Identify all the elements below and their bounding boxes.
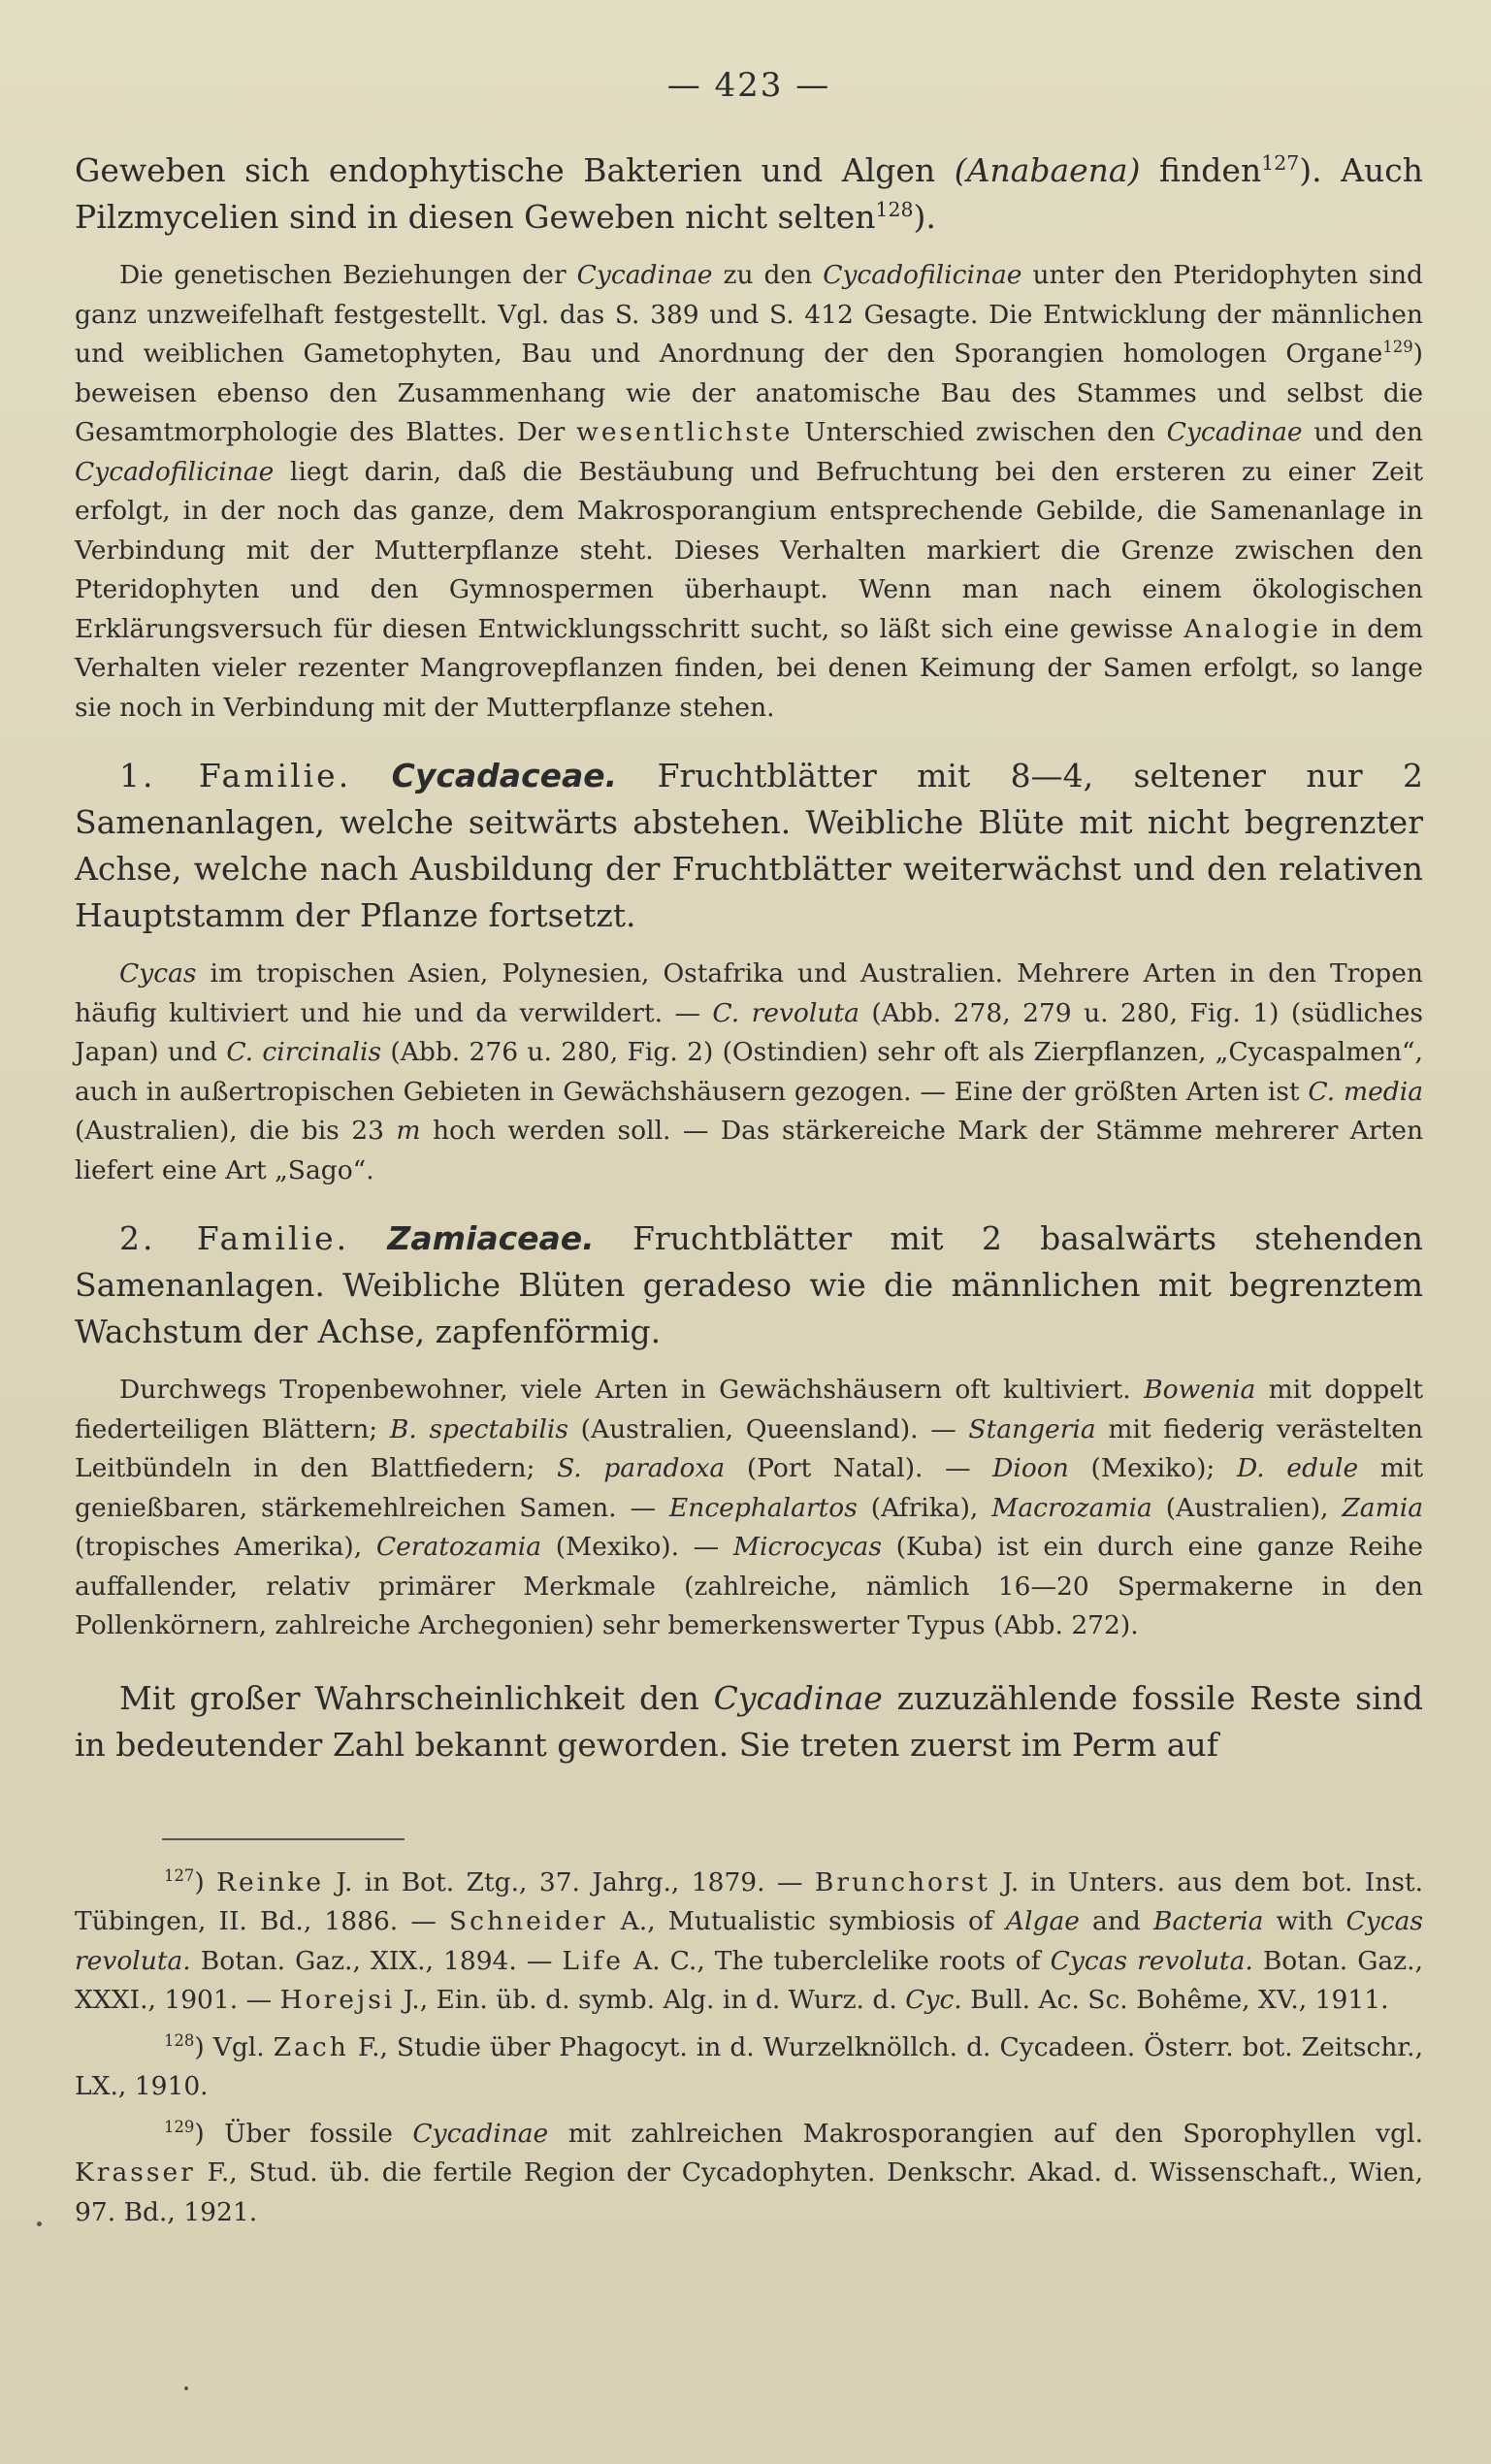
footnote-129: [75, 2115, 1423, 2233]
text-run: (Afrika),: [857, 1492, 992, 1523]
text-run: J. in Unters. aus dem bot. Inst. Tübingen, II. Bd., 1886. —: [75, 1866, 1424, 1936]
text-run: zu den: [712, 260, 824, 290]
text-run: im tropischen Asien, Polynesien, Ostafrika und Australien. Mehrere Arten in den Tropen häufig kultiviert und hie und da verwildert. —: [75, 958, 1423, 1028]
footnote-127: [75, 1864, 1423, 2021]
text-run: und den: [1302, 417, 1423, 447]
author-name: Krasser: [75, 2157, 196, 2188]
italic-run: Zamia: [1342, 1492, 1423, 1523]
text-run: (Australien),: [1151, 1492, 1343, 1523]
text-run: in dem Verhalten vieler rezenter Mangrovepflanzen finden, bei denen Keimung der Samen erfolgt, so lange sie noch in Verbindung mit der Mutterpflanze stehen.: [75, 613, 1424, 723]
italic-run: Cycadinae: [1166, 417, 1303, 447]
page-number: — 423 —: [666, 66, 831, 105]
italic-run: Bowenia: [1144, 1375, 1256, 1405]
family2-detail-paragraph: [75, 1371, 1423, 1646]
family2-heading-paragraph: [75, 1216, 1423, 1355]
text-run: mit genießbaren, stärkemehlreichen Samen. —: [75, 1453, 1423, 1523]
italic-run: Cycas revoluta.: [1050, 1945, 1253, 1976]
text-run: (Mexiko). —: [541, 1532, 733, 1562]
family-label: 1. Familie.: [119, 757, 352, 794]
text-run: Über fossile: [224, 2118, 413, 2149]
italic-run: Cycas revoluta.: [75, 1906, 1423, 1976]
text-run: A. C., The tuberclelike roots of: [623, 1945, 1051, 1976]
italic-run: Macrozamia: [991, 1492, 1152, 1523]
text-run: Mit großer Wahrscheinlichkeit den: [119, 1678, 714, 1717]
text-run: with: [1263, 1906, 1346, 1936]
text-run: Geweben sich endophytische Bakterien und Algen: [75, 151, 955, 189]
author-name: Brunchorst: [814, 1866, 990, 1897]
text-run: (Kuba) ist ein durch eine ganze Reihe auffallender, relativ primärer Merkmale (zahlreiche, nämlich 16—20 Spermakerne in den Pollenkörnern, zahlreiche Archegonien) sehr bemerkenswerter Typus (Abb. 272).: [75, 1532, 1423, 1640]
italic-run: S. paradoxa: [557, 1453, 726, 1483]
text-run: finden: [1140, 151, 1262, 189]
italic-run: D. edule: [1236, 1453, 1359, 1483]
italic-run: C. media: [1308, 1076, 1423, 1107]
author-name: Life: [562, 1945, 624, 1976]
text-run: hoch werden soll. — Das stärkereiche Mark der Stämme mehrerer Arten liefert eine Art „Sago“.: [75, 1116, 1424, 1185]
text-run: (Abb. 278, 279 u. 280, Fig. 1) (südliches Japan) und: [75, 997, 1423, 1067]
italic-run: C. revoluta: [712, 997, 859, 1028]
footnote-number: 129: [164, 2117, 195, 2136]
text-run: Die genetischen Beziehungen der: [119, 260, 577, 290]
text-run: Botan. Gaz., XIX., 1894. —: [190, 1945, 563, 1976]
text-run: ).: [913, 198, 936, 236]
family-name: Zamiaceae.: [387, 1219, 595, 1257]
intro-paragraph: [75, 147, 1423, 241]
family1-heading-paragraph: [75, 753, 1423, 939]
text-run: Vgl.: [212, 2031, 274, 2062]
footnote-ref: 128: [875, 198, 914, 221]
footnote-label: $^{128}$): [164, 2030, 213, 2062]
footnote-divider: [162, 1838, 405, 1840]
print-speck: [184, 2386, 188, 2390]
footnote-ref: 129: [1382, 338, 1413, 357]
text-run: Fruchtblätter mit 2 basalwärts stehenden Samenanlagen. Weibliche Blüten geradeso wie die männlichen mit begrenztem Wachstum der Achse, zapfenförmig.: [75, 1219, 1423, 1350]
italic-run: C. circinalis: [226, 1037, 382, 1067]
italic-run: Cycadinae: [576, 260, 713, 290]
family-name: Cycadaceae.: [391, 757, 618, 794]
text-run: Unterschied zwischen den: [793, 417, 1167, 447]
footnote-number: 127: [164, 1865, 195, 1885]
italic-run: Encephalartos: [668, 1492, 858, 1523]
text-run: Fruchtblätter mit 8—4, seltener nur 2 Samenanlagen, welche seitwärts abstehen. Weibliche Blüte mit nicht begrenzter Achse, welche nach Ausbildung der Fruchtblätter weiterwächst und den relativen Hauptstamm der Pflanze fortsetzt.: [75, 757, 1423, 934]
text-run: Botan. Gaz., XXXI., 1901. —: [75, 1945, 1423, 2015]
italic-run: Cycadinae: [713, 1678, 883, 1717]
text-run: (Mexiko);: [1068, 1453, 1237, 1483]
genetics-paragraph: [75, 256, 1423, 728]
italic-run: Cycadinae: [412, 2118, 549, 2149]
italic-run: B. spectabilis: [389, 1413, 568, 1444]
italic-run: Stangeria: [968, 1413, 1096, 1444]
author-name: Horejsi: [279, 1985, 396, 2015]
footnote-128: [75, 2028, 1423, 2107]
text-run: F., Stud. üb. die fertile Region der Cycadophyten. Denkschr. Akad. d. Wissenschaft., Wien, 97. Bd., 1921.: [75, 2157, 1423, 2227]
footnote-ref: 127: [1261, 151, 1300, 175]
text-run: (Australien), die bis 23: [75, 1116, 397, 1146]
closing-paragraph: [75, 1675, 1423, 1768]
italic-run: m: [396, 1116, 421, 1146]
text-run: (tropisches Amerika),: [75, 1532, 376, 1562]
text-run: J. in Bot. Ztg., 37. Jahrg., 1879. —: [324, 1866, 815, 1897]
text-run: mit fiederig verästelten Leitbündeln in den Blattfiedern;: [75, 1413, 1423, 1483]
family1-detail-paragraph: [75, 955, 1423, 1190]
footnote-label: $^{127}$): [164, 1865, 217, 1897]
text-run: A., Mutualistic symbiosis of: [607, 1906, 1006, 1936]
italic-run: Cyc.: [905, 1985, 962, 2015]
text-run: liegt darin, daß die Bestäubung und Befruchtung bei den ersteren zu einer Zeit erfolgt, in der noch das ganze, dem Makrosporangium entsprechende Gebilde, die Samenanlage in Verbindung mit der Mutterpflanze steht. Dieses Verhalten markiert die Grenze zwischen den Pteridophyten und den Gymnospermen überhaupt. Wenn man nach einem ökologischen Erklärungsversuch für diesen Entwicklungsschritt sucht, so läßt sich eine gewisse: [75, 456, 1423, 644]
text-run: F., Studie über Phagocyt. in d. Wurzelknöllch. d. Cycadeen. Österr. bot. Zeitschr., LX., 1910.: [75, 2031, 1423, 2101]
author-name: Zach: [273, 2031, 349, 2062]
text-run: ) beweisen ebenso den Zusammenhang wie der anatomische Bau des Stammes und selbst die Gesamtmorphologie des Blattes. Der: [75, 339, 1423, 447]
italic-run: Dioon: [992, 1453, 1069, 1483]
italic-run: Cycadofilicinae: [75, 456, 275, 487]
italic-run: Bacteria: [1153, 1906, 1264, 1936]
text-run: (Port Natal). —: [725, 1453, 993, 1483]
text-run: mit doppelt fiederteiligen Blättern;: [75, 1375, 1423, 1444]
text-run: mit zahlreichen Makrosporangien auf den Sporophyllen vgl.: [548, 2118, 1423, 2149]
text-run: and: [1079, 1906, 1153, 1936]
text-run: unter den Pteridophyten sind ganz unzweifelhaft festgestellt. Vgl. das S. 389 und S. 412 Gesagte. Die Entwicklung der männlichen und weiblichen Gametophyten, Bau und Anordnung der den Sporangien homologen Organe: [75, 260, 1423, 369]
text-run: Bull. Ac. Sc. Bohême, XV., 1911.: [961, 1985, 1389, 2015]
footnote-number: 128: [164, 2030, 195, 2050]
spaced-run: Analogie: [1183, 613, 1321, 644]
text-run: J., Ein. üb. d. symb. Alg. in d. Wurz. d.: [395, 1985, 906, 2015]
footnote-label: $^{129}$): [164, 2117, 225, 2149]
print-speck: [37, 2221, 42, 2226]
text-run: zuzuzählende fossile Reste sind in bedeutender Zahl bekannt geworden. Sie treten zuerst im Perm auf: [75, 1678, 1423, 1764]
spaced-run: wesentlichste: [576, 417, 794, 447]
italic-run: (Anabaena): [954, 151, 1141, 189]
text-run: ). Auch Pilzmycelien sind in diesen Geweben nicht selten: [75, 151, 1423, 236]
text-run: (Australien, Queensland). —: [567, 1413, 969, 1444]
author-name: Schneider: [448, 1906, 608, 1936]
italic-run: Cycas: [119, 958, 197, 989]
family-label: 2. Familie.: [119, 1219, 350, 1257]
italic-run: Microcycas: [732, 1532, 882, 1562]
text-run: Durchwegs Tropenbewohner, viele Arten in Gewächshäusern oft kultiviert.: [119, 1375, 1145, 1405]
italic-run: Cycadofilicinae: [823, 260, 1022, 290]
italic-run: Algae: [1005, 1906, 1080, 1936]
italic-run: Ceratozamia: [375, 1532, 542, 1562]
text-run: (Abb. 276 u. 280, Fig. 2) (Ostindien) sehr oft als Zierpflanzen, „Cycaspalmen“, auch in außertropischen Gebieten in Gewächshäusern gezogen. — Eine der größten Arten ist: [75, 1037, 1423, 1107]
author-name: Reinke: [216, 1866, 325, 1897]
